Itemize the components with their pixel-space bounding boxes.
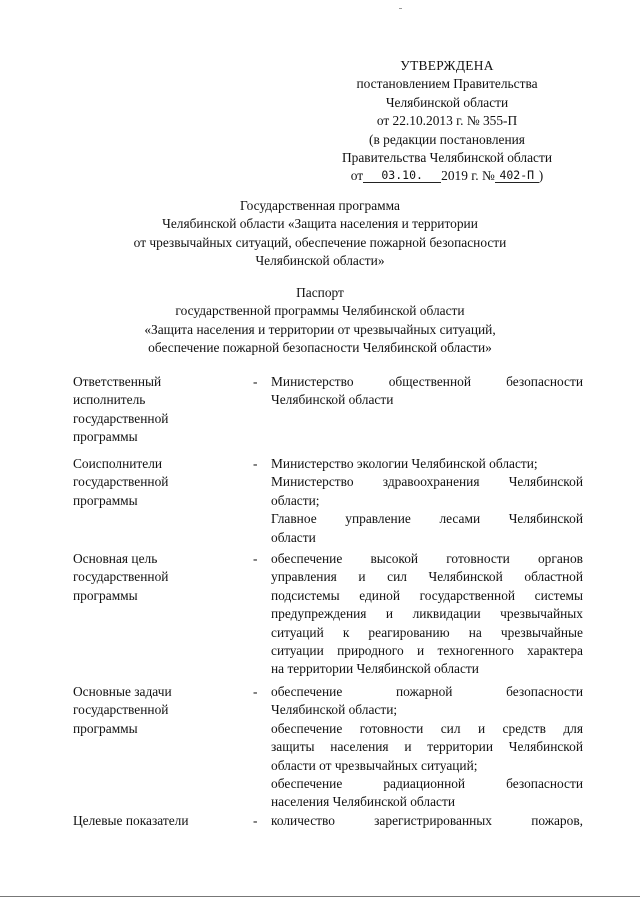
- passport-heading-line: обеспечение пожарной безопасности Челябинской области»: [148, 340, 492, 356]
- row-label: [73, 373, 233, 447]
- row-label: [73, 683, 233, 738]
- approval-line: Правительства Челябинской области: [342, 150, 552, 166]
- row-value-line: управления и сил Челябинской областной: [271, 569, 583, 585]
- row-value-line: Министерство здравоохранения Челябинской: [271, 474, 583, 490]
- approval-line: (в редакции постановления: [369, 131, 525, 147]
- row-value-line: Министерство экологии Челябинской области;: [271, 456, 538, 471]
- program-title: [40, 197, 600, 271]
- date-prefix: от: [350, 168, 364, 184]
- approval-stamp: [322, 57, 572, 186]
- program-title-line: Челябинской области «Защита населения и территории: [162, 216, 478, 232]
- row-value-line: на территории Челябинской области: [271, 661, 479, 677]
- row-value: [271, 455, 583, 547]
- row-value: [271, 812, 583, 830]
- approval-line: от 22.10.2013 г. № 355-П: [376, 113, 518, 129]
- row-value-line: предупреждения и ликвидации чрезвычайных: [271, 606, 583, 622]
- scan-mark: [399, 8, 402, 9]
- passport-heading-line: государственной программы Челябинской области: [175, 303, 465, 319]
- row-label: [73, 455, 233, 510]
- amendment-date-line: [322, 167, 572, 185]
- row-label: [73, 812, 233, 830]
- date-close: ): [538, 168, 544, 184]
- row-value-line: обеспечение готовности сил и средств для: [271, 720, 583, 736]
- row-value-line: Челябинской области;: [271, 702, 398, 718]
- approval-line: Челябинской области: [385, 94, 509, 110]
- date-suffix: 2019 г. №: [441, 168, 495, 184]
- passport-heading-line: «Защита населения и территории от чрезвычайных ситуаций,: [144, 321, 496, 337]
- program-title-line: Государственная программа: [240, 198, 400, 213]
- row-label-line: программы: [73, 429, 138, 445]
- row-value-line: защиты населения и территории Челябинской: [271, 739, 583, 755]
- row-value-line: обеспечение пожарной безопасности: [271, 684, 583, 699]
- row-value-line: обеспечение радиационной безопасности: [271, 776, 583, 792]
- row-value-line: Главное управление лесами Челябинской: [271, 511, 583, 527]
- program-title-line: Челябинской области»: [255, 253, 385, 269]
- row-label-line: программы: [73, 720, 138, 736]
- row-value-line: Челябинской области: [271, 392, 394, 408]
- row-value-line: подсистемы единой государственной системы: [271, 587, 583, 603]
- row-value-line: области от чрезвычайных ситуаций;: [271, 757, 478, 773]
- row-label-line: Основная цель: [73, 551, 158, 566]
- row-value-line: области;: [271, 492, 320, 508]
- row-label-line: программы: [73, 587, 138, 603]
- handwritten-number: 402-П: [495, 169, 539, 183]
- row-value: [271, 683, 583, 812]
- row-value-line: населения Челябинской области: [271, 794, 455, 810]
- row-label-line: государственной: [73, 702, 169, 718]
- row-label-line: Целевые показатели: [73, 813, 189, 828]
- row-dash: -: [253, 456, 258, 471]
- row-dash: -: [253, 813, 258, 828]
- row-label-line: Ответственный: [73, 374, 162, 389]
- row-value-line: Министерство общественной безопасности: [271, 374, 583, 389]
- row-value-line: количество зарегистрированных пожаров,: [271, 813, 583, 828]
- row-dash: -: [253, 684, 258, 699]
- row-value: [271, 373, 583, 410]
- row-dash: -: [253, 551, 258, 566]
- program-title-line: от чрезвычайных ситуаций, обеспечение пожарной безопасности: [133, 234, 507, 250]
- row-label-line: программы: [73, 492, 138, 508]
- row-label: [73, 550, 233, 605]
- row-label-line: государственной: [73, 410, 169, 426]
- approval-line: постановлением Правительства: [356, 76, 538, 92]
- row-dash: -: [253, 374, 258, 389]
- row-value-line: области: [271, 529, 316, 545]
- passport-heading-line: Паспорт: [296, 285, 344, 300]
- handwritten-date: 03.10.: [363, 169, 441, 183]
- row-value: [271, 550, 583, 679]
- row-value-line: ситуаций к реагированию на чрезвычайные: [271, 624, 583, 640]
- row-label-line: государственной: [73, 569, 169, 585]
- row-label-line: исполнитель: [73, 392, 146, 408]
- row-label-line: Основные задачи: [73, 684, 172, 699]
- approval-title: УТВЕРЖДЕНА: [400, 58, 494, 73]
- row-value-line: обеспечение высокой готовности органов: [271, 551, 583, 566]
- row-label-line: Соисполнители: [73, 456, 163, 471]
- row-value-line: ситуации природного и техногенного характера: [271, 643, 583, 659]
- row-label-line: государственной: [73, 474, 169, 490]
- page-bottom-rule: [0, 896, 640, 897]
- passport-heading: [40, 284, 600, 358]
